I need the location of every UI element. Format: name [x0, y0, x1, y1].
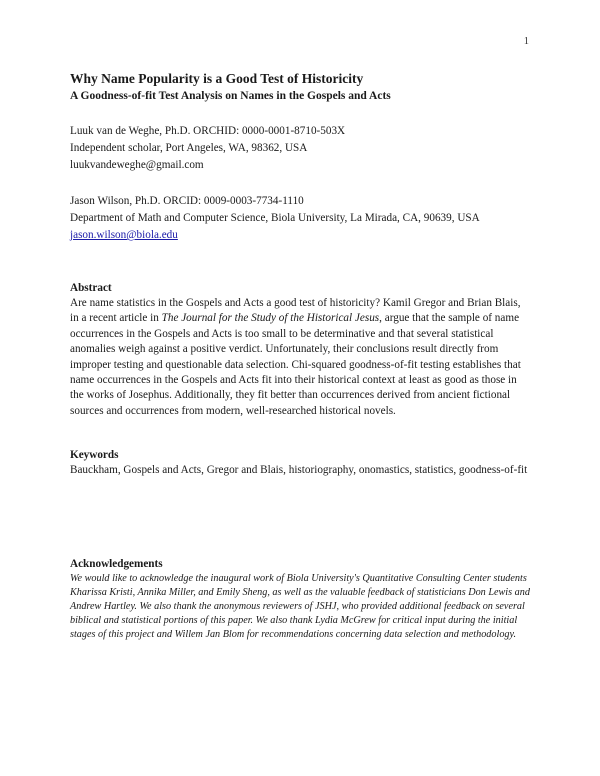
author-1-name: Luuk van de Weghe, Ph.D. ORCHID: 0000-0001-8710-503X: [70, 125, 346, 137]
paper-title: Why Name Popularity is a Good Test of Historicity: [70, 71, 364, 86]
paper-subtitle: A Goodness-of-fit Test Analysis on Names in the Gospels and Acts: [70, 90, 391, 102]
abstract-text: [70, 296, 530, 419]
journal-title: The Journal for the Study of the Historical Jesus: [161, 312, 380, 325]
author-2-email-link[interactable]: jason.wilson@biola.edu: [70, 229, 178, 241]
keywords-section: [70, 448, 530, 478]
page-content: [70, 70, 530, 643]
author-2-affiliation: Department of Math and Computer Science, Biola University, La Mirada, CA, 90639, USA: [70, 212, 480, 224]
abstract-heading: Abstract: [70, 282, 112, 294]
abstract-section: [70, 281, 530, 419]
author-block-2: [70, 193, 530, 244]
acknowledgements-heading: Acknowledgements: [70, 557, 163, 570]
page-number: 1: [523, 36, 529, 47]
acknowledgements-text: We would like to acknowledge the inaugural work of Biola University's Quantitative Consulting Center students Kharissa Kristi, Annika Miller, and Emily Sheng, as well as the valuable feedback of statisticians Don Lewis and Andrew Hartley. We also thank the anonymous reviewers of JSHJ, who provided additional feedback on several biblical and statistical portions of this paper. We also thank Lydia McGrew for critical input during the initial stages of this project and Willem Jan Blom for recommendations concerning data selection and methodology.: [70, 572, 530, 641]
keywords-heading: Keywords: [70, 449, 119, 462]
acknowledgements-section: [70, 557, 530, 643]
abstract-text-part-1: Are name statistics in the Gospels and Acts a good test of historicity? Kamil Gregor and Brian Blais, in a recent article in: [70, 297, 521, 325]
author-block-1: [70, 123, 530, 174]
author-2-name: Jason Wilson, Ph.D. ORCID: 0009-0003-7734-1110: [70, 195, 304, 207]
keywords-text: Bauckham, Gospels and Acts, Gregor and Blais, historiography, onomastics, statistics, goodness-of-fit: [70, 464, 528, 477]
abstract-text-part-2: , argue that the sample of name occurrences in the Gospels and Acts is too small to be determinative and that several statistical anomalies weigh against a positive verdict. Unfortunately, their conclusions result directly from improper testing and questionable data selection. Chi-squared goodness-of-fit testing establishes that name occurrences in the Gospels and Acts fit into their historical context at least as good as those in the works of Josephus. Additionally, they fit better than occurrences derived from ancient fictional sources and occurrences from modern, well-researched historical novels.: [70, 312, 521, 417]
author-1-email: luukvandeweghe@gmail.com: [70, 159, 204, 171]
author-1-affiliation: Independent scholar, Port Angeles, WA, 98362, USA: [70, 142, 308, 154]
